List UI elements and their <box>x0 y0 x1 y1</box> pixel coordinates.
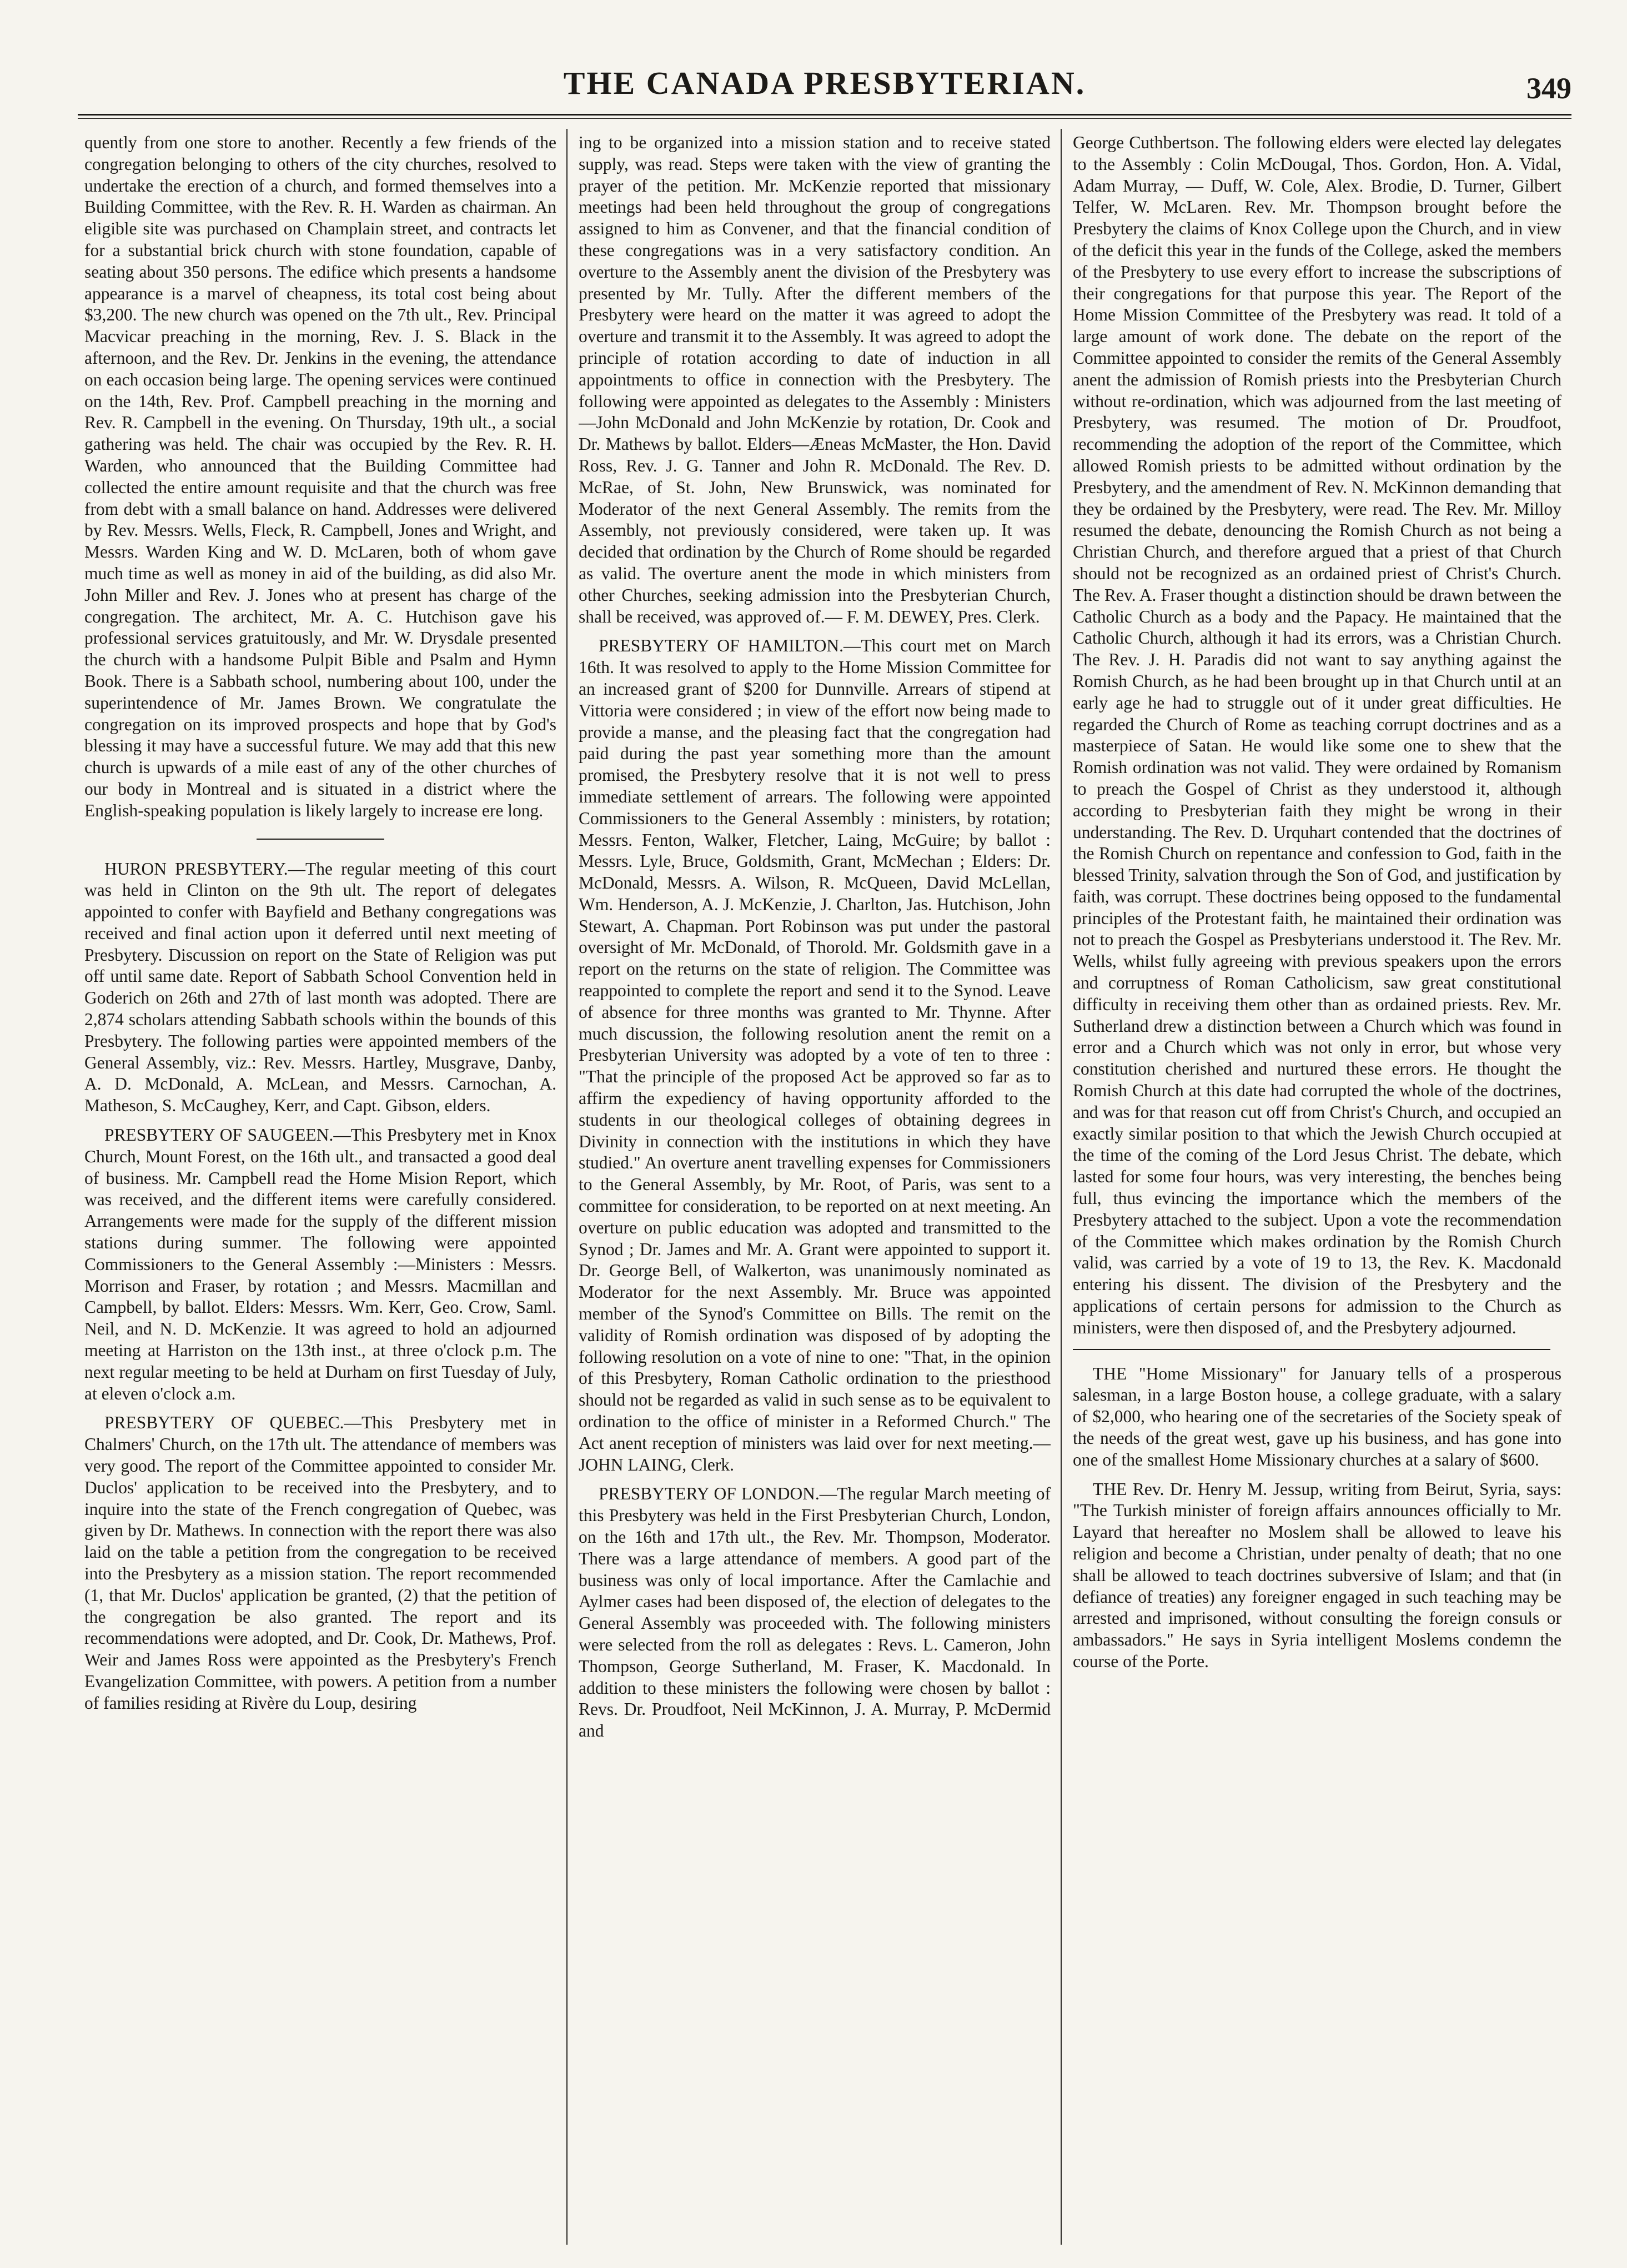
page-header <box>78 61 1571 111</box>
article-huron-presbytery: HURON PRESBYTERY.—The regular meeting of this court was held in Clinton on the 9th ult. The report of delegates appointed to confer with Bayfield and Bethany congregations was received and final action upon it deferred until next meeting of Presbytery. Discussion on report on the State of Religion was put off until same date. Report of Sabbath School Convention held in Goderich on 26th and 27th of last month was adopted. There are 2,874 scholars attending Sabbath schools within the bounds of this Presbytery. The following parties were appointed members of the General Assembly, viz.: Rev. Messrs. Hartley, Musgrave, Danby, A. D. McDonald, A. McLean, and Messrs. Carnochan, A. Matheson, S. McCaughey, Kerr, and Capt. Gibson, elders. <box>84 859 556 1116</box>
column-2 <box>579 132 1051 2242</box>
article-home-missionary: THE "Home Missionary" for January tells of a prosperous salesman, in a large Boston house, a college graduate, with a salary of $2,000, who hearing one of the secretaries of the Society speak of the needs of the great west, gave up his business, and has gone into one of the smallest Home Missionary churches at a salary of $600. <box>1073 1363 1561 1469</box>
header-rule <box>78 114 1571 116</box>
article-jessup-syria: THE Rev. Dr. Henry M. Jessup, writing from Beirut, Syria, says: "The Turkish minister of foreign affairs announces officially to Mr. Layard that hereafter no Moslem shall be allowed to leave his religion and become a Christian, under penalty of death; that no one shall be allowed to teach doctrines subversive of Islam; and that (in defiance of treaties) any foreigner engaged in such teaching may be arrested and imprisoned, without consulting the foreign consuls or ambassadors." He says in Syria intelligent Moslems condemn the course of the Porte. <box>1073 1479 1561 1671</box>
article-text: George Cuthbertson. The following elders were elected lay delegates to the Assembly : Colin McDougal, Thos. Gordon, Hon. A. Vidal, Adam Murray, — Duff, W. Cole, Alex. Brodie, D. Turner, Gilbert Telfer, W. McLaren. Rev. Mr. Thompson brought before the Presbytery the claims of Knox College upon the Church, and in view of the deficit this year in the funds of the College, asked the members of the Presbytery to use every effort to increase the subscriptions of their congregations for that purpose this year. The Report of the Home Mission Committee of the Presbytery was read. It told of a large amount of work done. The debate on the report of the Committee appointed to consider the remits of the General Assembly anent the admission of Romish priests into the Presbyterian Church without re-ordination, which was adjourned from the last meeting of Presbytery, was resumed. The motion of Dr. Proudfoot, recommending the adoption of the report of the Committee, which allowed Romish priests to be admitted without ordination by the Presbytery, and the amendment of Rev. N. McKinnon demanding that they be ordained by the Presbytery, were read. The Rev. Mr. Milloy resumed the debate, denouncing the Romish Church as not being a Christian Church, and therefore argued that a priest of that Church should not be recognized as an ordained priest of Christ's Church. The Rev. A. Fraser thought a distinction should be drawn between the Catholic Church as a body and the Papacy. He maintained that the Catholic Church, although it had its errors, was a Christian Church. The Rev. J. H. Paradis did not want to say anything against the Romish Church, as he had been brought up in that Church until at an early age he had to struggle out of it under great difficulties. He regarded the Church of Rome as teaching corrupt doctrines and as a masterpiece of Satan. He would like some one to shew that the Romish ordination was not valid. They were ordained by Romanism to preach the Gospel of Christ as they understood it, although according to Presbyterian faith they might be wrong in their understanding. The Rev. D. Urquhart contended that the doctrines of the Romish Church on repentance and confession to God, faith in the blessed Trinity, salvation through the Son of God, and justification by faith, was corrupt. These doctrines being opposed to the fundamental principles of the Protestant faith, he maintained their ordination was not to preach the Gospel as Presbyterians understood it. The Rev. Mr. Wells, whilst fully agreeing with previous speakers upon the errors and corruptness of Roman Catholicism, saw great constitutional difficulty in receiving them other than as ordained priests. Rev. Mr. Sutherland drew a distinction between a Church which was found in error and a Church which was not only in error, but whose very constitution cherished and nurtured these errors. He thought the Romish Church at this date had corrupted the whole of the doctrines, and was for that reason cut off from Christ's Church, and occupied an exactly similar position to that which the Jewish Church occupied at the time of the coming of the Lord Jesus Christ. The debate, which lasted for some four hours, was very interesting, the benches being full, thus evincing the importance which the members of the Presbytery attached to the subject. Upon a vote the recommendation of the Committee which makes ordination by the Romish Church valid, was carried by a vote of 19 to 13, the Rev. K. Macdonald entering his dissent. The division of the Presbytery and the applications of certain persons for admission to the Church as ministers, were then disposed of, and the Presbytery adjourned. <box>1073 133 1561 1337</box>
column-1 <box>84 132 556 2242</box>
article-presbytery-saugeen: PRESBYTERY OF SAUGEEN.—This Presbytery met in Knox Church, Mount Forest, on the 16th ult., and transacted a good deal of business. Mr. Campbell read the Home Mision Report, which was received, and the different items were carefully considered. Arrangements were made for the supply of the different mission stations during summer. The following were appointed Commissioners to the General Assembly :—Ministers : Messrs. Morrison and Fraser, by rotation ; and Messrs. Macmillan and Campbell, by ballot. Elders: Messrs. Wm. Kerr, Geo. Crow, Saml. Neil, and N. D. McKenzie. It was agreed to hold an adjourned meeting at Harriston on the 13th inst., at three o'clock p.m. The next regular meeting to be held at Durham on first Tuesday of July, at eleven o'clock a.m. <box>84 1125 556 1403</box>
article-presbytery-london: PRESBYTERY OF LONDON.—The regular March meeting of this Presbytery was held in the First Presbyterian Church, London, on the 16th and 17th ult., the Rev. Mr. Thompson, Moderator. There was a large attendance of members. A good part of the business was only of local importance. After the Camlachie and Aylmer cases had been disposed of, the election of delegates to the General Assembly was proceeded with. The following ministers were selected from the roll as delegates : Revs. L. Cameron, John Thompson, George Sutherland, M. Fraser, K. Macdonald. In addition to these ministers the following were chosen by ballot : Revs. Dr. Proudfoot, Neil McKinnon, J. A. Murray, P. McDermid and <box>579 1484 1051 1741</box>
article-presbytery-quebec: PRESBYTERY OF QUEBEC.—This Presbytery met in Chalmers' Church, on the 17th ult. The attendance of members was very good. The report of the Committee appointed to consider Mr. Duclos' application to be received into the Presbytery, and to inquire into the state of the French congregation of Quebec, was given by Dr. Mathews. In connection with the report there was also laid on the table a petition from the congregation to be received into the Presbytery as a mission station. The report recommended (1, that Mr. Duclos' application be granted, (2) that the petition of the congregation be also granted. The report and its recommendations were adopted, and Dr. Cook, Dr. Mathews, Prof. Weir and James Ross were appointed as the Presbytery's French Evangelization Committee, with powers. A petition from a number of families residing at Rivère du Loup, desiring <box>84 1413 556 1713</box>
article-text: quently from one store to another. Recently a few friends of the congregation belonging to others of the city churches, resolved to undertake the erection of a church, and formed themselves into a Building Committee, with the Rev. R. H. Warden as chairman. An eligible site was purchased on Champlain street, and contracts let for a substantial brick church with stone foundation, capable of seating about 350 persons. The edifice which presents a handsome appearance is a marvel of cheapness, its total cost being about $3,200. The new church was opened on the 7th ult., Rev. Principal Macvicar preaching in the morning, Rev. J. S. Black in the afternoon, and the Rev. Dr. Jenkins in the evening, the attendance on each occasion being large. The opening services were continued on the 14th, Rev. Prof. Campbell preaching in the morning and Rev. R. Campbell in the evening. On Thursday, 19th ult., a social gathering was held. The chair was occupied by the Rev. R. H. Warden, who announced that the Building Committee had collected the entire amount requisite and that the church was free from debt with a small balance on hand. Addresses were delivered by Rev. Messrs. Wells, Fleck, R. Campbell, Jones and Wright, and Messrs. Warden King and W. D. McLaren, both of whom gave much time as well as money in aid of the building, as did also Mr. John Miller and Rev. J. Jones who at present has charge of the congregation. The architect, Mr. A. C. Hutchison gave his professional services gratuitously, and Mr. W. Drysdale presented the church with a handsome Pulpit Bible and Psalm and Hymn Book. There is a Sabbath school, numbering about 100, under the superintendence of Mr. James Brown. We congratulate the congregation on its improved prospects and hope that by God's blessing it may have a successful future. We may add that this new church is upwards of a mile east of any of the other churches of our body in Montreal and is situated in a district where the English-speaking population is likely largely to increase ere long. <box>84 133 556 820</box>
masthead-title: THE CANADA PRESBYTERIAN. <box>563 65 1086 101</box>
column-3 <box>1073 132 1561 2242</box>
article-presbytery-hamilton: PRESBYTERY OF HAMILTON.—This court met on March 16th. It was resolved to apply to the Home Mission Committee for an increased grant of $200 for Dunnville. Arrears of stipend at Vittoria were considered ; in view of the effort now being made to provide a manse, and the pleasing fact that the congregation had paid during the past year something more than the amount promised, the Presbytery resolve that it is not well to press immediate settlement of arrears. The following were appointed Commissioners to the General Assembly : ministers, by rotation; Messrs. Fenton, Walker, Fletcher, Laing, McGuire; by ballot : Messrs. Lyle, Bruce, Goldsmith, Grant, McMechan ; Elders: Dr. McDonald, Messrs. A. Wilson, R. McQueen, David McLellan, Wm. Henderson, A. J. McKenzie, J. Charlton, Jas. Hutchison, John Stewart, A. Chapman. Port Robinson was put under the pastoral oversight of Mr. McDonald, of Thorold. Mr. Goldsmith gave in a report on the returns on the state of religion. The Committee was reappointed to complete the report and send it to the Synod. Leave of absence for three months was granted to Mr. Thynne. After much discussion, the following resolution anent the remit on a Presbyterian University was adopted by a vote of ten to three : "That the principle of the proposed Act be approved so far as to affirm the expediency of having opportunity afforded to the students in our theological colleges of obtaining degrees in Divinity in connection with the institutions in which they have studied." An overture anent travelling expenses for Commissioners to the General Assembly, by Mr. Root, of Paris, was sent to a committee for consideration, to be reported on at next meeting. An overture on public education was adopted and transmitted to the Synod ; Dr. James and Mr. A. Grant were appointed to support it. Dr. George Bell, of Walkerton, was unanimously nominated as Moderator for the next Assembly. Mr. Bruce was appointed member of the Synod's Committee on Bills. The remit on the validity of Romish ordination was disposed of by adopting the following resolution on a vote of nine to one: "That, in the opinion of this Presbytery, Roman Catholic ordination to the priesthood should not be regarded as valid in such sense as to be equivalent to ordination to the office of minister in a Reformed Church." The Act anent reception of ministers was laid over for next meeting.— JOHN LAING, Clerk. <box>579 636 1051 1474</box>
section-divider <box>257 839 384 840</box>
page-number: 349 <box>1526 72 1571 105</box>
section-divider <box>1073 1349 1550 1350</box>
column-divider-1 <box>566 129 568 2245</box>
article-text: ing to be organized into a mission station and to receive stated supply, was read. Steps were taken with the view of granting the prayer of the petition. Mr. McKenzie reported that missionary meetings had been held throughout the group of congregations assigned to him as Convener, and that the financial condition of these congregations was in a very satisfactory condition. An overture to the Assembly anent the division of the Presbytery was presented by Mr. Tully. After the different members of the Presbytery were heard on the matter it was agreed to adopt the overture and transmit it to the Assembly. It was agreed to adopt the principle of rotation according to date of induction in all appointments to office in connection with the Presbytery. The following were appointed as delegates to the Assembly : Ministers—John McDonald and John McKenzie by rotation, Dr. Cook and Dr. Mathews by ballot. Elders—Æneas McMaster, the Hon. David Ross, Rev. J. G. Tanner and John R. McDonald. The Rev. D. McRae, of St. John, New Brunswick, was nominated for Moderator of the next General Assembly. The remits from the Assembly, not previously considered, were taken up. It was decided that ordination by the Church of Rome should be regarded as valid. The overture anent the mode in which ministers from other Churches, seeking admission into the Presbyterian Church, shall be received, was approved of.— F. M. DEWEY, Pres. Clerk. <box>579 133 1051 626</box>
column-divider-2 <box>1061 129 1062 2245</box>
header-rule-thin <box>78 118 1571 119</box>
